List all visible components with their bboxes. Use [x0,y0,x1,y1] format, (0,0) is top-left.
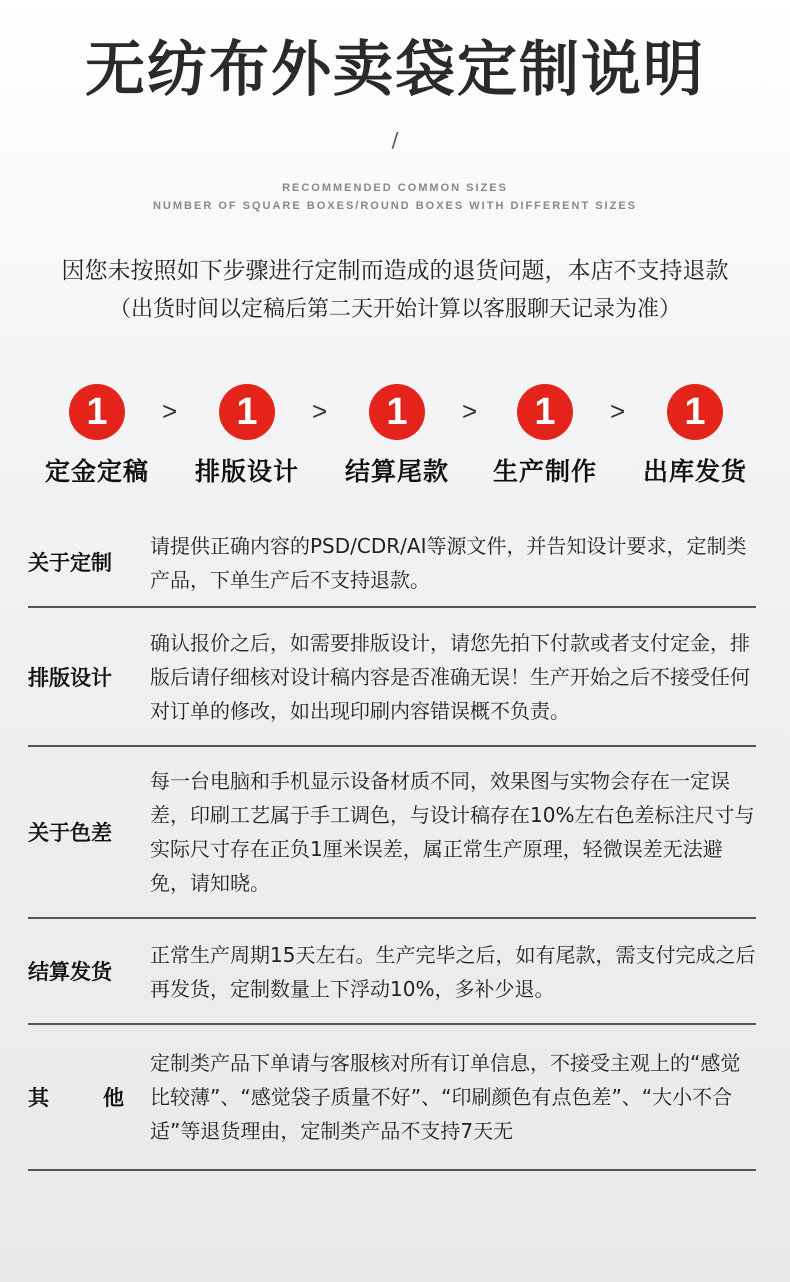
refund-notice: 因您未按照如下步骤进行定制而造成的退货问题，本店不支持退款 [61,258,729,284]
step-number-badge: 1 [69,384,125,440]
section-label-part: 他 [103,1086,124,1110]
section-label: 排版设计 [28,665,112,690]
subtitle-english-2: NUMBER OF SQUARE BOXES/ROUND BOXES WITH DIFFERENT SIZES [152,200,638,212]
step-number-badge: 1 [667,384,723,440]
section-text: 确认报价之后，如需要排版设计，请您先拍下付款或者支付定金，排版后请仔细核对设计稿内容是否准确无误！生产开始之后不接受任何对订单的修改，如出现印刷内容错误概不负责。 [150,630,750,723]
section-color-difference [28,747,756,919]
section-text: 定制类产品下单请与客服核对所有订单信息，不接受主观上的“感觉比较薄”、“感觉袋子质量不好”、“印刷颜色有点色差”、“大小不合适”等退货理由，定制类产品不支持7天无 [150,1051,741,1143]
step-label: 生产制作 [492,457,597,486]
step-1 [22,384,172,488]
step-arrow: > [312,396,328,426]
section-other [28,1025,756,1171]
section-layout-design [28,608,756,747]
step-arrow: > [462,396,478,426]
step-number-badge: 1 [219,384,275,440]
section-customization [28,518,756,608]
step-4 [470,384,620,488]
page-title: 无纺布外卖袋定制说明 [85,35,705,105]
process-steps [0,384,790,494]
section-label [28,1082,150,1112]
section-label: 关于定制 [28,551,112,575]
step-arrow: > [610,396,626,426]
section-label-part: 其 [28,1086,49,1110]
step-label: 定金定稿 [44,457,149,486]
subtitle-english-1: RECOMMENDED COMMON SIZES [282,182,508,194]
step-number-badge: 1 [369,384,425,440]
section-label: 结算发货 [28,960,112,984]
divider-slash: / [391,128,399,152]
step-label: 结算尾款 [344,457,449,486]
section-text: 请提供正确内容的PSD/CDR/AI等源文件，并告知设计要求，定制类产品，下单生产后不支持退款。 [150,534,747,592]
shipping-notice: （出货时间以定稿后第二天开始计算以客服聊天记录为准） [108,297,681,322]
step-label: 出库发货 [642,457,747,486]
section-settlement-shipping [28,919,756,1025]
section-text: 每一台电脑和手机显示设备材质不同，效果图与实物会存在一定误差，印刷工艺属于手工调色，与设计稿存在10%左右色差标注尺寸与实际尺寸存在正负1厘米误差，属正常生产原理，轻微误差无法避免，请知晓。 [150,769,755,895]
policy-sections [28,518,756,1171]
section-label: 关于色差 [28,821,112,845]
step-label: 排版设计 [194,457,299,486]
step-2 [172,384,322,488]
section-text: 正常生产周期15天左右。生产完毕之后，如有尾款，需支付完成之后再发货，定制数量上下浮动10%，多补少退。 [150,943,756,1001]
step-arrow: > [162,396,178,426]
step-number-badge: 1 [517,384,573,440]
step-5 [620,384,770,488]
step-3 [322,384,472,488]
